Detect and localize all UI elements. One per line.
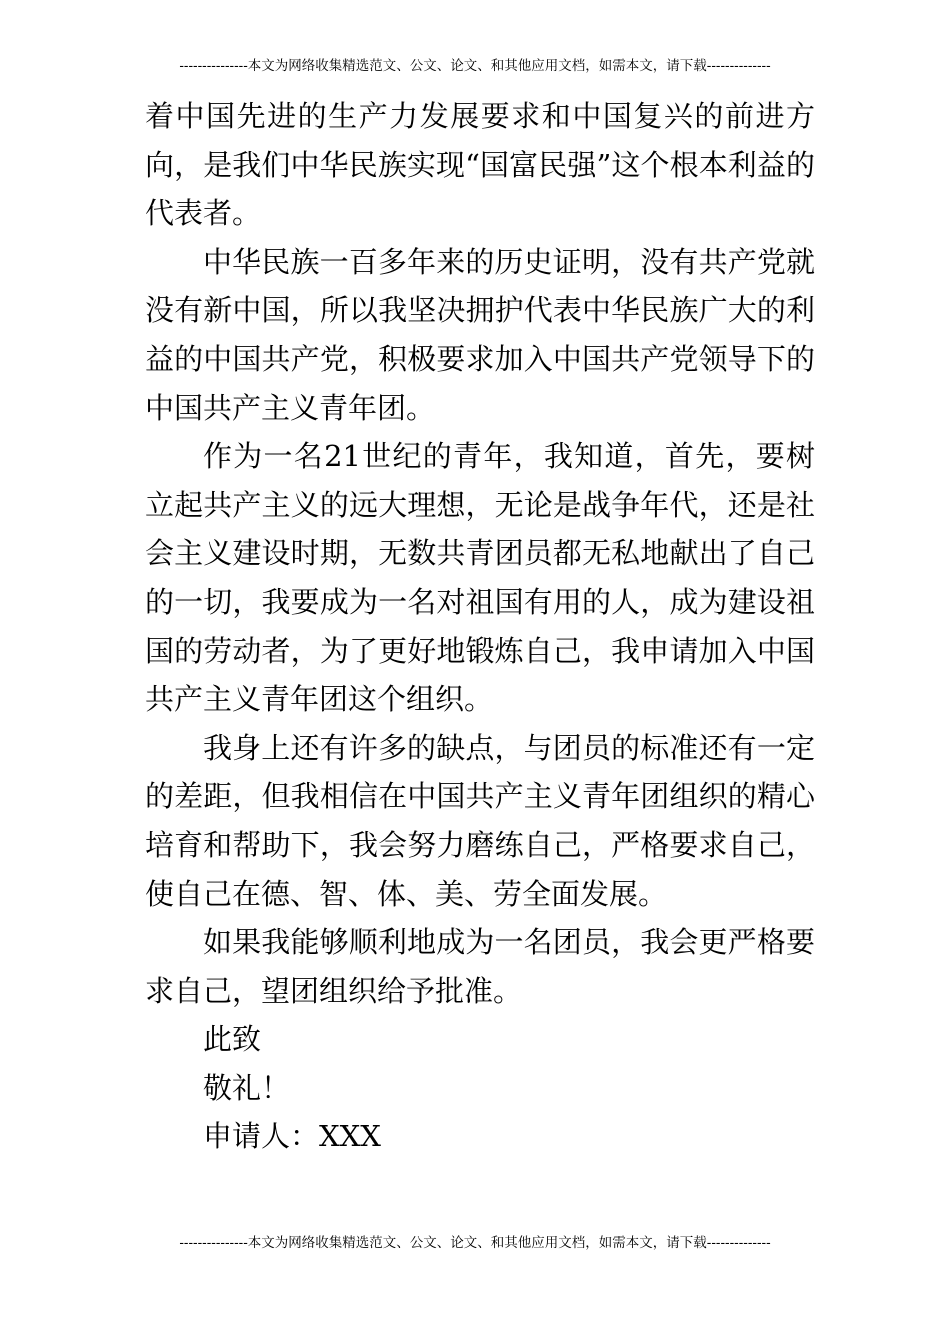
paragraph-history: 中华民族一百多年来的历史证明，没有共产党就没有新中国，所以我坚决拥护代表中华民族广大的利益的中国共产党，积极要求加入中国共产党领导下的中国共产主义青年团。 bbox=[145, 244, 815, 425]
closing-salute: 敬礼！ bbox=[203, 1070, 291, 1105]
header-banner: ---------------本文为网络收集精选范文、公文、论文、和其他应用文档，如需本文，请下载-------------- bbox=[179, 58, 771, 74]
letter-body bbox=[145, 92, 815, 1161]
paragraph-shortcomings: 我身上还有许多的缺点，与团员的标准还有一定的差距，但我相信在中国共产主义青年团组织的精心培育和帮助下，我会努力磨练自己，严格要求自己，使自己在德、智、体、美、劳全面发展。 bbox=[145, 730, 815, 911]
paragraph-continuation: 着中国先进的生产力发展要求和中国复兴的前进方向，是我们中华民族实现“国富民强”这个根本利益的代表者。 bbox=[145, 99, 815, 231]
paragraph-request: 如果我能够顺利地成为一名团员，我会更严格要求自己，望团组织给予批准。 bbox=[145, 925, 815, 1008]
closing-greeting: 此致 bbox=[203, 1022, 262, 1057]
footer-banner: ---------------本文为网络收集精选范文、公文、论文、和其他应用文档，如需本文，请下载-------------- bbox=[179, 1235, 771, 1251]
paragraph-ideals: 作为一名21世纪的青年，我知道，首先，要树立起共产主义的远大理想，无论是战争年代，还是社会主义建设时期，无数共青团员都无私地献出了自己的一切，我要成为一名对祖国有用的人，成为建设祖国的劳动者，为了更好地锻炼自己，我申请加入中国共产主义青年团这个组织。 bbox=[145, 439, 815, 717]
applicant-signature: 申请人：XXX bbox=[203, 1119, 381, 1154]
